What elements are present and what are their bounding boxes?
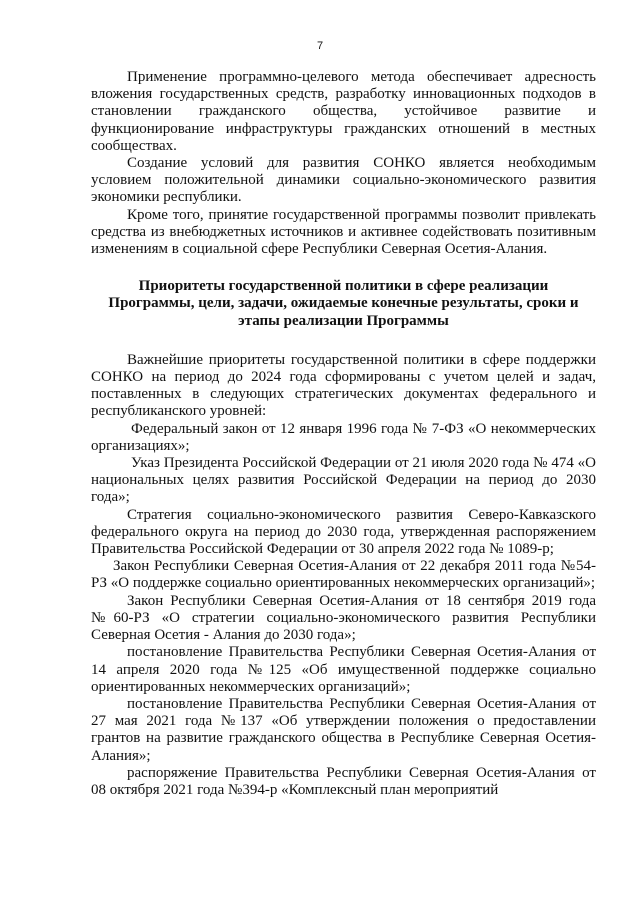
paragraph-program-method: Применение программно-целевого метода обеспечивает адресность вложения государственных средств, разработку инновационных подходов в становлении гражданского общества, устойчивое развитие и функционирование инфраструктуры гражданских отношений в местных сообществах.: [91, 69, 596, 154]
list-item-skfo-strategy: Стратегия социально-экономического развития Северо-Кавказского федерального округа на период до 2030 года, утвержденная распоряжением Правительства Российской Федерации от 30 апреля 2022 года № 1089-р;: [91, 506, 596, 558]
list-item-resolution-125: постановление Правительства Республики Северная Осетия-Алания от 14 апреля 2020 года №125 «Об имущественной поддержке социально ориентированных некоммерческих организаций»;: [91, 644, 596, 695]
page-number: 7: [316, 40, 324, 52]
paragraph-program-benefits: Кроме того, принятие государственной программы позволит привлекать средства из внебюджетных источников и активнее содействовать позитивным изменениям в социальной сфере Республики Северная Осетия-Алания.: [91, 206, 596, 258]
heading-line-3: этапы реализации Программы: [238, 312, 449, 329]
list-item-president-decree: Указ Президента Российской Федерации от 21 июля 2020 года № 474 «О национальных целях развития Российской Федерации на период до 2030 года»;: [91, 455, 596, 506]
heading-line-2: Программы, цели, задачи, ожидаемые конечные результаты, сроки и: [108, 295, 579, 312]
list-item-resolution-137: постановление Правительства Республики Северная Осетия-Алания от 27 мая 2021 года №137 «Об утверждении положения о предоставлении грантов на развитие гражданского общества в Республике Северная Осетия-Алания»;: [91, 695, 596, 764]
paragraph-priorities: Важнейшие приоритеты государственной политики в сфере поддержки СОНКО на период до 2024 года сформированы с учетом целей и задач, поставленных в следующих стратегических документах федерального и республиканского уровней:: [91, 351, 596, 420]
list-item-order-394: распоряжение Правительства Республики Северная Осетия-Алания от 08 октября 2021 года №394-р «Комплексный план мероприятий: [91, 764, 596, 798]
heading-line-1: Приоритеты государственной политики в сфере реализации: [138, 278, 549, 295]
list-item-law-60-rz: Закон Республики Северная Осетия-Алания от 18 сентября 2019 года №60-РЗ «О стратегии социально-экономического развития Республики Северная Осетия - Алания до 2030 года»;: [91, 592, 596, 644]
document-body: [91, 69, 596, 799]
list-item-law-54-rz: Закон Республики Северная Осетия-Алания от 22 декабря 2011 года №54-РЗ «О поддержке социально ориентированных некоммерческих организаций»;: [91, 558, 596, 592]
paragraph-sonko-conditions: Создание условий для развития СОНКО является необходимым условием положительной динамики социально-экономического развития экономики республики.: [91, 155, 596, 206]
list-item-federal-law: Федеральный закон от 12 января 1996 года № 7-ФЗ «О некоммерческих организациях»;: [91, 420, 596, 454]
section-heading: [91, 278, 596, 330]
